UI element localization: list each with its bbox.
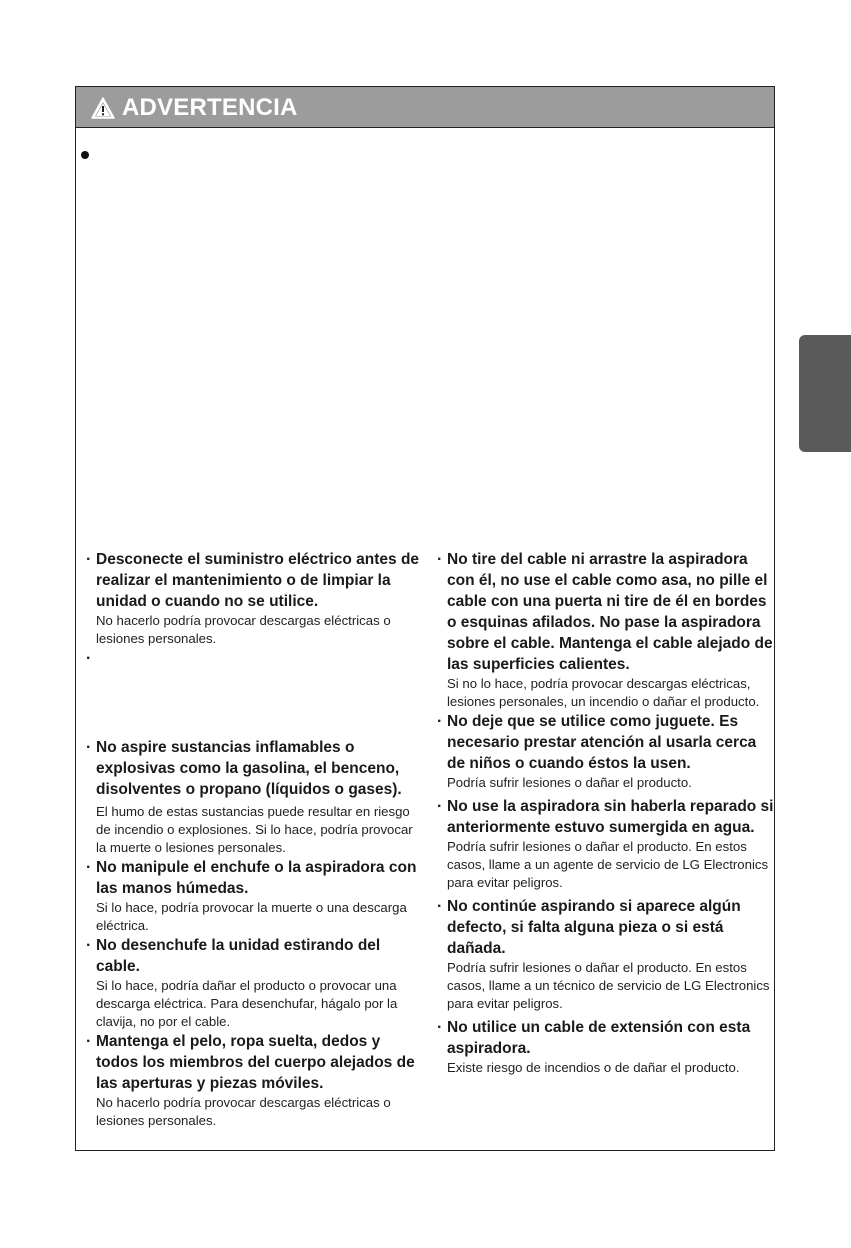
empty-warning-item <box>86 648 421 728</box>
bullet: · <box>86 859 92 876</box>
section-tab <box>799 335 851 452</box>
bullet: · <box>86 1033 92 1050</box>
warning-text: Si lo hace, podría provocar la muerte o una descarga eléctrica. <box>96 900 407 933</box>
bullet: · <box>86 650 92 667</box>
warning-text: Podría sufrir lesiones o dañar el producto. <box>447 775 692 790</box>
warning-text: Podría sufrir lesiones o dañar el producto. En estos casos, llame a un técnico de servicio de LG Electronics para evitar peligros. <box>447 960 770 1011</box>
bullet: · <box>437 713 443 730</box>
warning-item <box>86 1031 421 1130</box>
warning-heading: No utilice un cable de extensión con esta aspiradora. <box>447 1019 751 1057</box>
bullet: · <box>86 551 92 568</box>
warning-heading: Mantenga el pelo, ropa suelta, dedos y todos los miembros del cuerpo alejados de las aperturas y piezas móviles. <box>96 1033 415 1092</box>
warning-text: Existe riesgo de incendios o de dañar el producto. <box>447 1060 740 1075</box>
warning-header <box>76 87 774 128</box>
warning-heading: Desconecte el suministro eléctrico antes de realizar el mantenimiento o de limpiar la unidad o cuando no se utilice. <box>96 551 420 610</box>
warning-triangle-icon <box>91 97 115 119</box>
warning-item <box>86 737 421 857</box>
warning-heading: No use la aspiradora sin haberla reparado si anteriormente estuvo sumergida en agua. <box>447 798 774 836</box>
bullet: · <box>437 798 443 815</box>
warning-item <box>437 796 777 892</box>
bullet: · <box>437 898 443 915</box>
warning-heading: No deje que se utilice como juguete. Es necesario prestar atención al usarla cerca de niños o cuando éstos la usen. <box>447 713 757 772</box>
warning-item <box>437 1017 777 1077</box>
bullet: · <box>86 739 92 756</box>
left-column <box>86 549 421 1130</box>
warning-item <box>86 857 421 935</box>
bullet: · <box>437 1019 443 1036</box>
warning-title: ADVERTENCIA <box>122 94 298 121</box>
warning-item <box>86 549 421 648</box>
warning-text: El humo de estas sustancias puede resultar en riesgo de incendio o explosiones. Si lo hace, podría provocar la muerte o lesiones personales. <box>96 804 413 855</box>
right-column <box>437 549 777 1077</box>
warning-heading: No aspire sustancias inflamables o explosivas como la gasolina, el benceno, disolventes o propano (líquidos o gases). <box>96 739 402 798</box>
warning-heading: No continúe aspirando si aparece algún defecto, si falta alguna pieza o si está dañada. <box>447 898 741 957</box>
bullet-dot <box>81 151 89 159</box>
warning-item <box>437 711 777 792</box>
warning-text: No hacerlo podría provocar descargas eléctricas o lesiones personales. <box>96 613 391 646</box>
bullet: · <box>437 551 443 568</box>
warning-heading: No manipule el enchufe o la aspiradora con las manos húmedas. <box>96 859 417 897</box>
warning-text: No hacerlo podría provocar descargas eléctricas o lesiones personales. <box>96 1095 391 1128</box>
warning-text: Si no lo hace, podría provocar descargas eléctricas, lesiones personales, un incendio o dañar el producto. <box>447 676 760 709</box>
warning-item <box>86 935 421 1031</box>
warning-text: Podría sufrir lesiones o dañar el producto. En estos casos, llame a un agente de servicio de LG Electronics para evitar peligros. <box>447 839 769 890</box>
warning-heading: No tire del cable ni arrastre la aspiradora con él, no use el cable como asa, no pille el cable con una puerta ni tire de él en bordes o esquinas afilados. No pase la aspiradora sobre el cable. Mantenga el cable alejado de las superficies calientes. <box>447 551 773 673</box>
warning-text: Si lo hace, podría dañar el producto o provocar una descarga eléctrica. Para desenchufar, hágalo por la clavija, no por el cable. <box>96 978 398 1029</box>
warning-item <box>437 549 777 711</box>
bullet: · <box>86 937 92 954</box>
warning-heading: No desenchufe la unidad estirando del cable. <box>96 937 381 975</box>
warning-item <box>437 896 777 1013</box>
